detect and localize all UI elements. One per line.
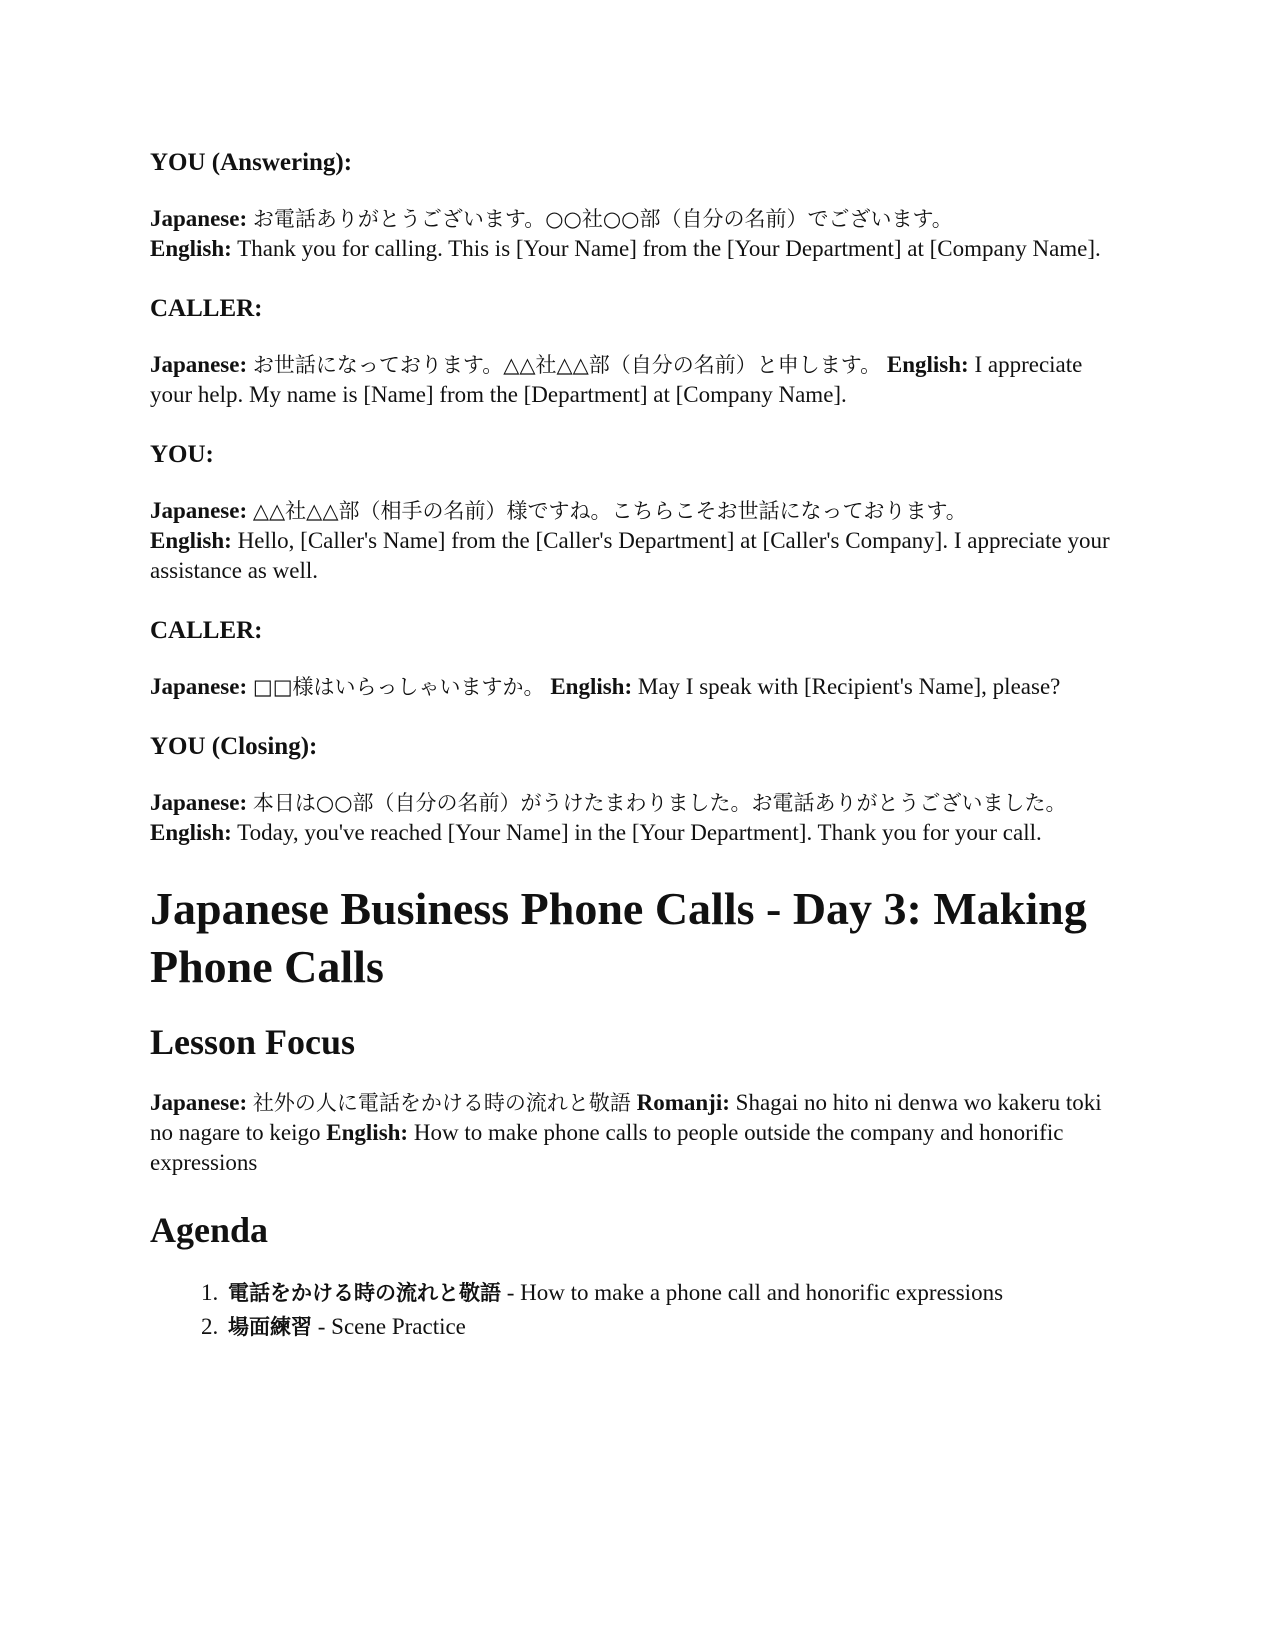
romanji-text: Shagai no hito ni denwa wo kakeru toki no nagare to keigo xyxy=(150,1090,1102,1145)
japanese-text: お電話ありがとうございます。○○社○○部（自分の名前）でございます。 xyxy=(252,207,953,231)
speaker-label: YOU (Closing): xyxy=(150,733,318,760)
speaker-label: CALLER: xyxy=(150,295,263,322)
speaker-label: YOU: xyxy=(150,441,214,468)
agenda-heading: Agenda xyxy=(150,1210,269,1250)
agenda-item-japanese: 電話をかける時の流れと敬語 xyxy=(228,1281,501,1305)
english-label: English: xyxy=(150,236,232,261)
lesson-focus-heading: Lesson Focus xyxy=(150,1022,356,1062)
japanese-label: Japanese: xyxy=(150,352,248,377)
english-text: Today, you've reached [Your Name] in the [Your Department]. Thank you for your call. xyxy=(237,820,1042,845)
english-label: English: xyxy=(150,820,232,845)
agenda-list xyxy=(150,1276,1130,1344)
agenda-item xyxy=(224,1276,1130,1310)
page-title: Japanese Business Phone Calls - Day 3: Making Phone Calls xyxy=(150,883,1087,992)
english-label: English: xyxy=(150,528,232,553)
dialogue-paragraph xyxy=(150,350,1130,410)
japanese-label: Japanese: xyxy=(150,498,248,523)
japanese-label: Japanese: xyxy=(150,674,248,699)
japanese-text: △△社△△部（相手の名前）様ですね。こちらこそお世話になっております。 xyxy=(252,499,967,523)
speaker-label: YOU (Answering): xyxy=(150,149,353,176)
english-text: May I speak with [Recipient's Name], please? xyxy=(637,674,1061,699)
english-text: Thank you for calling. This is [Your Name] from the [Your Department] at [Company Name]. xyxy=(237,236,1101,261)
dialogue-paragraph xyxy=(150,788,1130,848)
english-label: English: xyxy=(550,674,633,699)
agenda-item-japanese: 場面練習 xyxy=(228,1315,312,1339)
japanese-text: お世話になっております。△△社△△部（自分の名前）と申します。 xyxy=(252,353,882,377)
lesson-focus-paragraph xyxy=(150,1088,1130,1178)
speaker-label: CALLER: xyxy=(150,617,263,644)
japanese-label: Japanese: xyxy=(150,1090,248,1115)
agenda-item xyxy=(224,1310,1130,1344)
english-text: How to make phone calls to people outside the company and honorific expressions xyxy=(150,1120,1064,1175)
dialogue-paragraph xyxy=(150,672,1130,702)
english-text: Hello, [Caller's Name] from the [Caller's Department] at [Caller's Company]. I appreciate your assistance as well. xyxy=(150,528,1110,583)
dialogue-paragraph xyxy=(150,204,1130,264)
english-label: English: xyxy=(326,1120,409,1145)
document-page xyxy=(150,148,1130,1344)
dialogue-paragraph xyxy=(150,496,1130,586)
japanese-text: □□様はいらっしゃいますか。 xyxy=(252,675,545,699)
english-text: I appreciate your help. My name is [Name] from the [Department] at [Company Name]. xyxy=(150,352,1083,407)
japanese-text: 本日は○○部（自分の名前）がうけたまわりました。お電話ありがとうございました。 xyxy=(252,791,1067,815)
japanese-label: Japanese: xyxy=(150,206,248,231)
agenda-item-english: - How to make a phone call and honorific expressions xyxy=(506,1280,1004,1305)
agenda-item-english: - Scene Practice xyxy=(317,1314,466,1339)
japanese-text: 社外の人に電話をかける時の流れと敬語 xyxy=(252,1091,631,1115)
english-label: English: xyxy=(886,352,969,377)
romanji-label: Romanji: xyxy=(636,1090,730,1115)
japanese-label: Japanese: xyxy=(150,790,248,815)
